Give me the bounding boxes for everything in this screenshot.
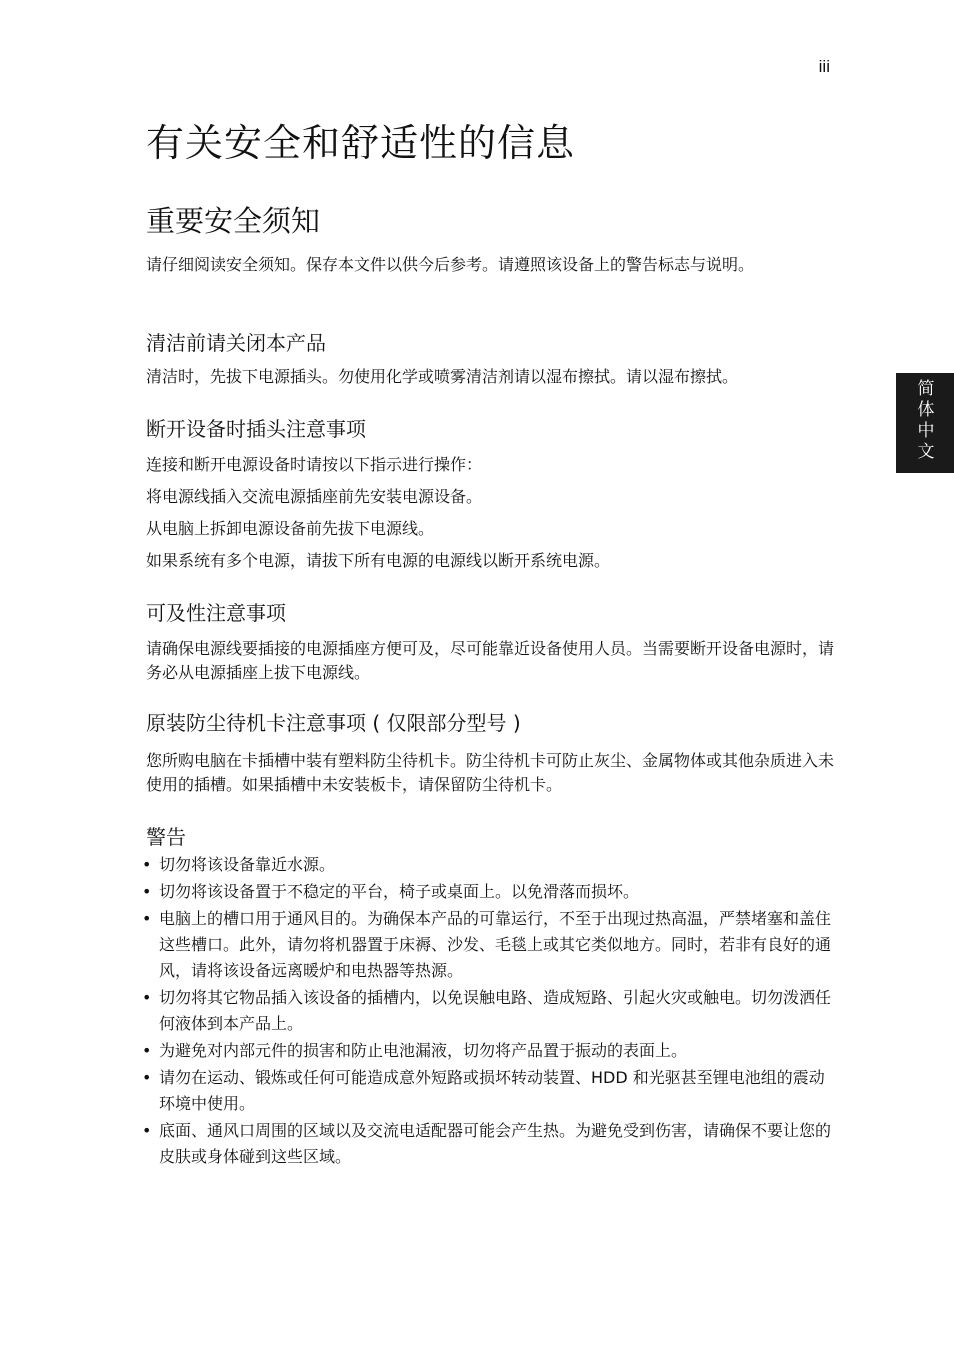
bullet: • [142,909,152,928]
accessibility-text: 请确保电源线要插接的电源插座方便可及，尽可能靠近设备使用人员。当需要断开设备电源时，请务必从电源插座上拔下电源线。 [146,639,835,682]
intro-paragraph: 请仔细阅读安全须知。保存本文件以供今后参考。请遵照该设备上的警告标志与说明。 [146,255,755,274]
list-item [142,906,836,984]
warning-text: 切勿将该设备靠近水源。 [159,855,336,874]
list-item [142,879,836,905]
bullet: • [142,1068,152,1087]
section-title: 重要安全须知 [146,204,321,238]
warning-text: 切勿将其它物品插入该设备的插槽内，以免误触电路、造成短路、引起火灾或触电。切勿泼洒任何液体到本产品上。 [159,988,832,1033]
side-tab-char: 中 [917,421,935,441]
page-title: 有关安全和舒适性的信息 [146,121,576,165]
disconnect-line: 从电脑上拆卸电源设备前先拔下电源线。 [146,519,435,538]
warnings-heading: 警告 [146,825,186,849]
dummy-card-heading: 原装防尘待机卡注意事项 ( 仅限部分型号 ) [146,711,521,735]
list-item [142,1118,836,1170]
warnings-list [142,852,836,1171]
disconnect-line: 如果系统有多个电源，请拔下所有电源的电源线以断开系统电源。 [146,551,611,570]
language-side-tab [896,373,954,473]
warning-text: 为避免对内部元件的损害和防止电池漏液，切勿将产品置于振动的表面上。 [159,1041,688,1060]
bullet: • [142,882,152,901]
warning-text: 切勿将该设备置于不稳定的平台，椅子或桌面上。以免滑落而损坏。 [159,882,640,901]
list-item [142,1065,836,1117]
warning-text: 请勿在运动、锻炼或任何可能造成意外短路或损坏转动装置、HDD 和光驱甚至锂电池组的震动环境中使用。 [159,1068,825,1113]
disconnect-line: 连接和断开电源设备时请按以下指示进行操作： [146,455,483,474]
cleaning-heading: 清洁前请关闭本产品 [146,331,326,355]
side-tab-char: 体 [917,400,935,420]
side-tab-char: 简 [917,379,935,399]
side-tab-char: 文 [917,442,935,462]
warning-text: 电脑上的槽口用于通风目的。为确保本产品的可靠运行，不至于出现过热高温，严禁堵塞和盖住这些槽口。此外，请勿将机器置于床褥、沙发、毛毯上或其它类似地方。同时，若非有良好的通风，请将该设备远离暖炉和电热器等热源。 [159,909,832,980]
warning-text: 底面、通风口周围的区域以及交流电适配器可能会产生热。为避免受到伤害，请确保不要让您的皮肤或身体碰到这些区域。 [159,1121,832,1166]
cleaning-text: 清洁时，先拔下电源插头。勿使用化学或喷雾清洁剂请以湿布擦拭。请以湿布擦拭。 [146,367,739,386]
list-item [142,985,836,1037]
bullet: • [142,988,152,1007]
page-number: iii [818,57,830,76]
bullet: • [142,1121,152,1140]
bullet: • [142,855,152,874]
accessibility-heading: 可及性注意事项 [146,601,286,625]
list-item [142,852,836,878]
disconnect-heading: 断开设备时插头注意事项 [146,417,366,441]
bullet: • [142,1041,152,1060]
dummy-card-text: 您所购电脑在卡插槽中装有塑料防尘待机卡。防尘待机卡可防止灰尘、金属物体或其他杂质进入未使用的插槽。如果插槽中未安装板卡，请保留防尘待机卡。 [146,751,835,794]
disconnect-line: 将电源线插入交流电源插座前先安装电源设备。 [146,487,483,506]
list-item [142,1038,836,1064]
